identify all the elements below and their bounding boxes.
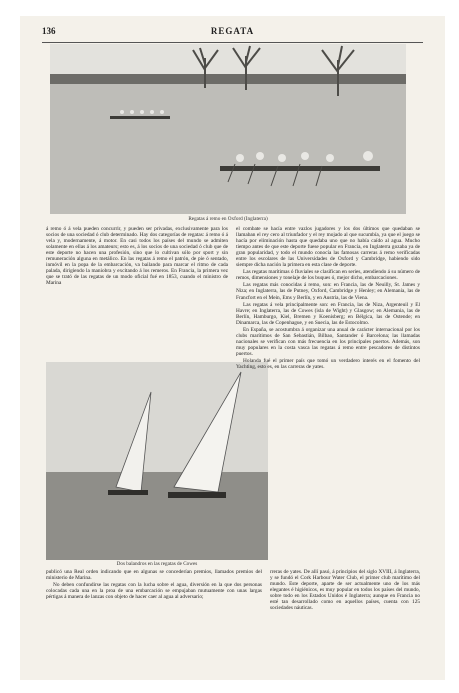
page-number: 136 [42,26,56,36]
paragraph: Holanda fué el primer país que tomó un verdadero interés en el fomento del Yachting, esto es, en las carreras de yates. [236,357,420,371]
rowing-photo [50,44,406,214]
left-column [46,226,228,360]
figure1-caption: Regatas á remo en Oxford (Inglaterra) [188,216,268,222]
paragraph: el combate se hacía entre vazlos jugadores y los dos últimos que quedaban se llamaban el rey cero al triunfador y el rey mojado al que sucumbía, ya que el juego se hacía por eliminación hasta que quedaba uno que no había caído al agua. Mucho tiempo antes de que este deporte fuese popular en Francia, en Inglaterra gozaba ya de gran popularidad, y todo el mundo conocía las famosas carreras á remo verificadas entre los escolares de las Universidades de Oxford y Cambridge, habiendo sido siempre dicha nación la primera en esta clase de deporte. [236,226,420,269]
paragraph: Las regatas marítimas ó fluviales se clasifican en series, atendiendo á su número de remos, dimensiones y tonelaje de los buques ó, mejor dicho, embarcaciones. [236,269,420,282]
figure2-caption: Dos balandros en las regatas de Cowes [116,561,198,567]
sailboats-photo [46,362,268,560]
page [20,16,445,680]
paragraph: No deben confundirse las regatas con la lucha sobre el agua, diversión en la que dos personas colocadas cada una en la proa de una embarcación se empujaban mutuamente con unas largas pértigas á manera de lanzas con objeto de hacer caer al agua al adversario; [46,582,262,601]
bottom-right-column [270,569,420,669]
paragraph: rreras de yates. De allí pasó, á principios del siglo XVIII, á Inglaterra, y se fundó el Cork Harbour Water Club, el primer club marítimo del mundo. Este deporte, aparte de ser actualmente uno de los más elegantes é higiénicos, es muy popular en todos los países del mundo, sobre todo en los Estados Unidos é Inglaterra; aunque en Francia no esté tan desarrollado como en aquellos países, cuenta con 125 sociedades náuticas. [270,569,420,612]
page-title: REGATA [210,26,255,36]
paragraph: Las regatas más conocidas á remo, son: en Francia, las de Neuilly, St. James y Niza; en Inglaterra, las de Putney, Oxford, Cambridge y Henley; en Alemania, las de Francfort en el Mein, Ems y Berlín, y en Austria, las de Viena. [236,282,420,301]
paragraph: En España, se acostumbra á organizar una anual de carácter internacional por los clubs marítimos de San Sebastián, Bilbao, Santander ó Barcelona; las llamadas nacionales se verifican con más frecuencia en los principales puertos. Además, son muy populares en la costa vasca las regatas á remo entre pescadores de distintos puertos. [236,326,420,357]
page-header [42,26,423,43]
paragraph: á remo ó á vela pueden concurrir, y pueden ser privadas, exclusivamente para los socios de una sociedad ó club determinado. Hay dos categorías de regatas: á remo ó á vela y, modernamente, á motor. En casi todos los países del mundo se admiten solamente en ellas á los amateurs; esto es, á los socios de una sociedad ó club que de este deporte no hacen una profesión, sino que lo cultivan sólo por sport y sin remuneración alguna en metálico. En las regatas á remo el patrón, de pie ó sentado, inmóvil en la popa de la embarcación, va bailando para marcar el ritmo de cada palada, dirigiendo la maniobra y excitando á los remeros. En Francia, la primera vez que se trató de las regatas de un modo oficial fué en 1853, cuando el ministro de Marina [46,226,228,287]
bottom-left-column [46,569,262,669]
paragraph: publicó una Real orden indicando que en algunas se concederían premios, llamados premios del ministerio de Marina. [46,569,262,582]
right-column [236,226,420,564]
paragraph: Las regatas á vela principalmente son: en Francia, las de Niza, Argenteuil y El Havre; en Inglaterra, las de Cowes (isla de Wight) y Glasgow; en Alemania, las de Berlín, Hamburgo, Kiel, Bremen y Koenisberg; en Bélgica, las de Ostende; en Dinamarca, las de Copenhague, y en Suecia, las de Estocolmo. [236,301,420,326]
